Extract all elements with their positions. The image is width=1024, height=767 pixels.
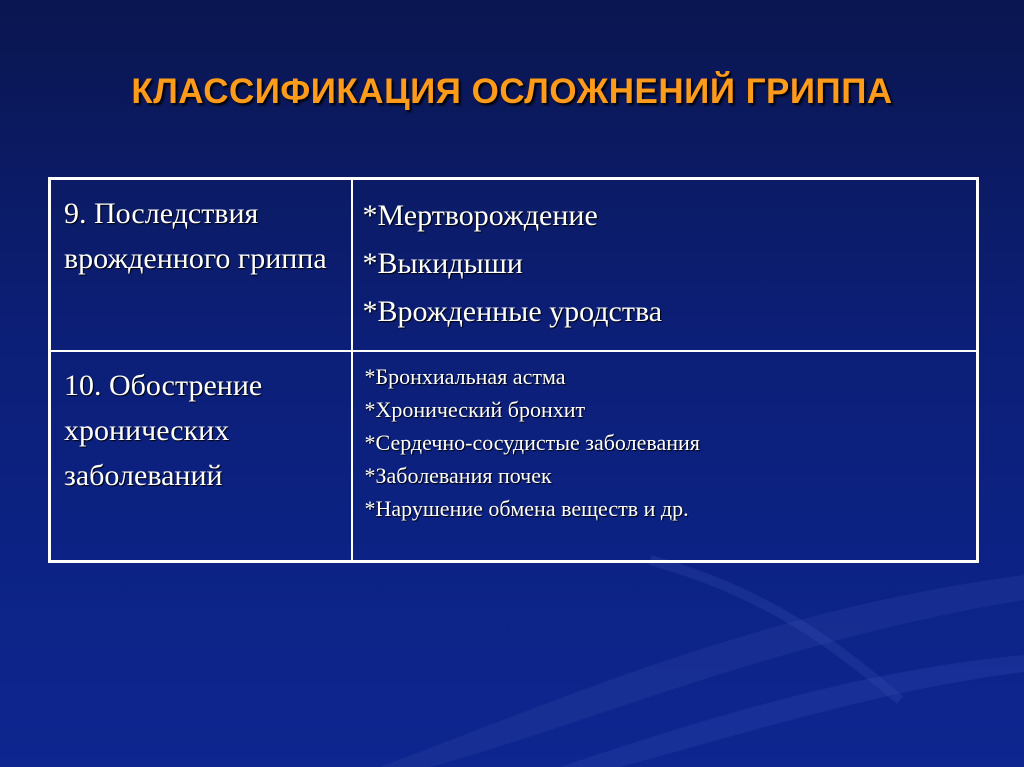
complications-table [48,177,979,563]
list-item: *Сердечно-сосудистые заболевания [364,429,700,455]
category-cell [50,351,352,562]
list-item: *Хронический бронхит [364,396,586,422]
category-cell [50,179,352,351]
category-label: 9. Последствия врожденного гриппа [64,197,327,275]
list-item: *Заболевания почек [364,463,552,489]
list-item: *Мертворождение [362,199,598,232]
items-cell [352,351,978,562]
category-label: 10. Обострение хронических заболеваний [64,368,263,492]
table-row [50,351,978,562]
slide-title: КЛАССИФИКАЦИЯ ОСЛОЖНЕНИЙ ГРИППА [131,72,893,111]
items-cell [352,179,978,351]
list-item: *Нарушение обмена веществ и др. [364,496,689,522]
list-item: *Врожденные уродства [362,295,663,328]
list-item: *Выкидыши [362,247,523,280]
table-row [50,179,978,351]
list-item: *Бронхиальная астма [364,363,566,389]
